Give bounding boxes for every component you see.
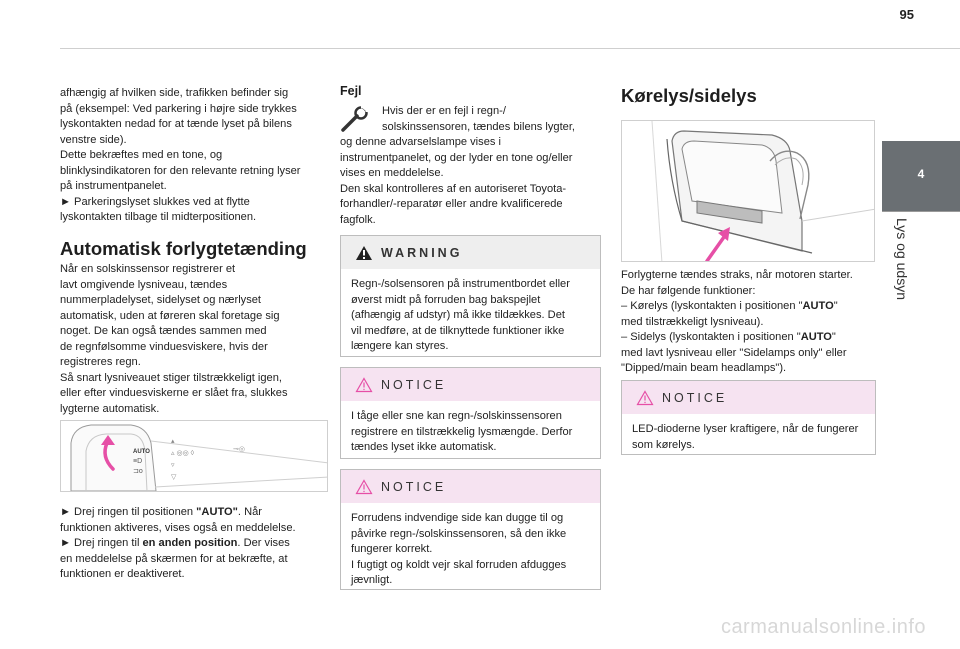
notice-triangle-icon	[355, 377, 373, 393]
text-span: – Sidelys (lyskontakten i positionen "	[621, 331, 801, 343]
text-line: De har følgende funktioner:	[621, 284, 756, 297]
text-line: med tilstrækkeligt lysniveau).	[621, 315, 764, 328]
svg-text:⊸◎: ⊸◎	[233, 446, 245, 453]
text-bold: AUTO	[802, 300, 834, 312]
chapter-title-text: Lys og udsyn	[894, 218, 910, 300]
notice-header	[622, 381, 875, 414]
text-line: på (eksempel: Ved parkering i højre side trykkes	[60, 102, 297, 115]
notice-triangle-icon	[355, 479, 373, 495]
headlamp-figure	[621, 120, 875, 262]
notice-box-led	[621, 380, 876, 455]
text-span: "	[831, 331, 836, 343]
text-line: påvirke regn-/solskinssensoren, så den ikke	[351, 527, 567, 540]
text-line: øverst midt på forruden bag bakspejlet	[351, 293, 541, 306]
notice-box-fog	[340, 367, 601, 459]
chapter-number: 4	[917, 167, 925, 181]
text-line: lyskontakten tilbage til midterpositionen.	[60, 211, 257, 223]
text-line: solskinssensoren, tændes bilens lygter,	[382, 120, 576, 133]
text-line: I fugtigt og koldt vejr skal forruden afdugges	[351, 558, 567, 571]
headlamp-illustration	[622, 121, 875, 262]
text-line: Den skal kontrolleres af en autoriseret Toyota-	[340, 182, 567, 195]
text-line: noget. De kan også tændes sammen med	[60, 325, 267, 337]
warning-box	[340, 235, 601, 357]
warning-triangle-icon	[355, 245, 373, 261]
text-line: (afhængig af udstyr) må ikke tildækkes. Det	[351, 309, 565, 321]
text-line: Regn-/solsensoren på instrumentbordet eller	[351, 278, 570, 290]
chapter-tab[interactable]	[882, 141, 960, 211]
notice-title: NOTICE	[381, 377, 447, 392]
text-line: lavt omgivende lysniveau, tændes	[60, 278, 228, 291]
text-line: som kørelys.	[632, 438, 695, 451]
text-line: med lavt lysniveau eller "Sidelamps only" eller	[621, 346, 847, 359]
wrench-icon	[340, 106, 372, 132]
text-line: tændes lyset ikke automatisk.	[351, 441, 497, 453]
notice-text	[341, 401, 600, 456]
notice-text	[622, 414, 875, 453]
text-line: afhængig af hvilken side, trafikken befinder sig	[60, 87, 289, 99]
page-number: 95	[899, 7, 914, 22]
text-bold: en anden position	[142, 537, 238, 549]
header-rule	[60, 48, 960, 49]
text-line: instrumentpanelet, og der lyder en tone og/eller	[340, 151, 573, 164]
text-span: – Kørelys (lyskontakten i positionen "	[621, 300, 803, 312]
text-line: jævnligt.	[351, 574, 393, 586]
text-span: "	[833, 300, 838, 312]
warning-title: WARNING	[381, 245, 463, 260]
notice-title: NOTICE	[381, 479, 447, 494]
svg-text:▴: ▴	[171, 438, 175, 445]
text-line: Dette bekræftes med en tone, og	[60, 149, 223, 161]
fault-paragraph	[340, 135, 610, 228]
chapter-tab-rule	[882, 211, 960, 212]
text-span: . Der vises	[237, 537, 290, 549]
light-switch-figure	[60, 420, 328, 492]
text-line: vil medføre, at de tilknyttede funktioner ikke	[351, 324, 565, 337]
warning-header	[341, 236, 600, 269]
svg-text:≡D: ≡D	[133, 458, 143, 465]
text-line: på instrumentpanelet.	[60, 180, 167, 192]
svg-text:▽: ▽	[171, 474, 177, 481]
notice-text	[341, 503, 600, 589]
text-span: . Når	[237, 506, 262, 518]
intro-paragraph	[60, 86, 330, 226]
auto-label: AUTO	[133, 449, 150, 455]
auto-instructions	[60, 505, 335, 583]
text-line: venstre side).	[60, 133, 127, 146]
watermark: carmanualsonline.info	[720, 616, 926, 638]
text-line: ► Parkeringslyset slukkes ved at flytte	[60, 195, 250, 208]
section-heading-auto-lights: Automatisk forlygtetænding	[60, 238, 307, 259]
section-heading-fault: Fejl	[340, 84, 362, 98]
svg-text:▵ ◎◎ ◊: ▵ ◎◎ ◊	[171, 450, 195, 457]
text-line: Forrudens indvendige side kan dugge til og	[351, 512, 564, 524]
text-line: og denne advarselslampe vises i	[340, 136, 501, 148]
text-line: Hvis der er en fejl i regn-/	[382, 105, 506, 117]
text-line: nummerpladelyset, sidelyset og nærlyset	[60, 294, 262, 306]
text-span: ► Drej ringen til	[60, 537, 143, 549]
fault-paragraph-indented	[382, 104, 607, 135]
auto-lights-paragraph	[60, 262, 330, 417]
text-line: fungerer korrekt.	[351, 543, 433, 555]
text-bold: "AUTO"	[196, 506, 238, 518]
notice-header	[341, 470, 600, 503]
text-line	[60, 505, 335, 521]
notice-header	[341, 368, 600, 401]
text-line: blinklysindikatoren for den relevante retning lyser	[60, 164, 301, 177]
text-line: forhandler/-reparatør eller andre kvalificerede	[340, 198, 563, 210]
light-switch-illustration	[61, 421, 328, 492]
text-line: funktionen aktiveres, vises også en meddelelse.	[60, 521, 296, 534]
text-line: LED-dioderne lyser kraftigere, når de fungerer	[632, 423, 859, 435]
text-line: Når en solskinssensor registrerer et	[60, 263, 236, 275]
text-line: eller efter vinduesviskerne er slået fra, slukkes	[60, 387, 288, 399]
text-line: lyskontakten nedad for at tænde lyset på bilens	[60, 118, 292, 130]
text-line: de regnfølsomme vinduesviskere, hvis der	[60, 340, 268, 353]
chapter-title	[894, 218, 924, 328]
text-line: automatisk, uden at føreren skal foretage sig	[60, 309, 280, 322]
text-line: funktionen er deaktiveret.	[60, 568, 185, 580]
text-span: ► Drej ringen til positionen	[60, 506, 197, 518]
text-line: vises en meddelelse.	[340, 167, 444, 179]
text-bold: AUTO	[800, 331, 832, 343]
text-line	[621, 330, 881, 346]
text-line: lygterne automatisk.	[60, 402, 160, 415]
text-line: "Dipped/main beam headlamps").	[621, 362, 787, 374]
text-line: registreres regn.	[60, 356, 141, 368]
notice-title: NOTICE	[662, 390, 728, 405]
text-line: Forlygterne tændes straks, når motoren starter.	[621, 269, 853, 281]
text-line: en meddelelse på skærmen for at bekræfte, at	[60, 552, 288, 565]
svg-text:⊐o: ⊐o	[133, 468, 143, 475]
daytime-lights-paragraph	[621, 268, 881, 377]
text-line	[60, 536, 335, 552]
text-line: Så snart lysniveauet stiger tilstrækkeligt igen,	[60, 371, 282, 384]
warning-text	[341, 269, 600, 355]
text-line: registrere en tilstrækkelig lysmængde. Derfor	[351, 425, 573, 438]
section-heading-daytime-lights: Kørelys/sidelys	[621, 85, 757, 106]
text-line	[621, 299, 881, 315]
text-line: længere kan styres.	[351, 340, 449, 352]
text-line: fagfolk.	[340, 213, 376, 226]
svg-text:▿: ▿	[171, 462, 175, 469]
text-line: I tåge eller sne kan regn-/solskinssensoren	[351, 410, 562, 422]
notice-triangle-icon	[636, 390, 654, 406]
notice-box-condensation	[340, 469, 601, 590]
